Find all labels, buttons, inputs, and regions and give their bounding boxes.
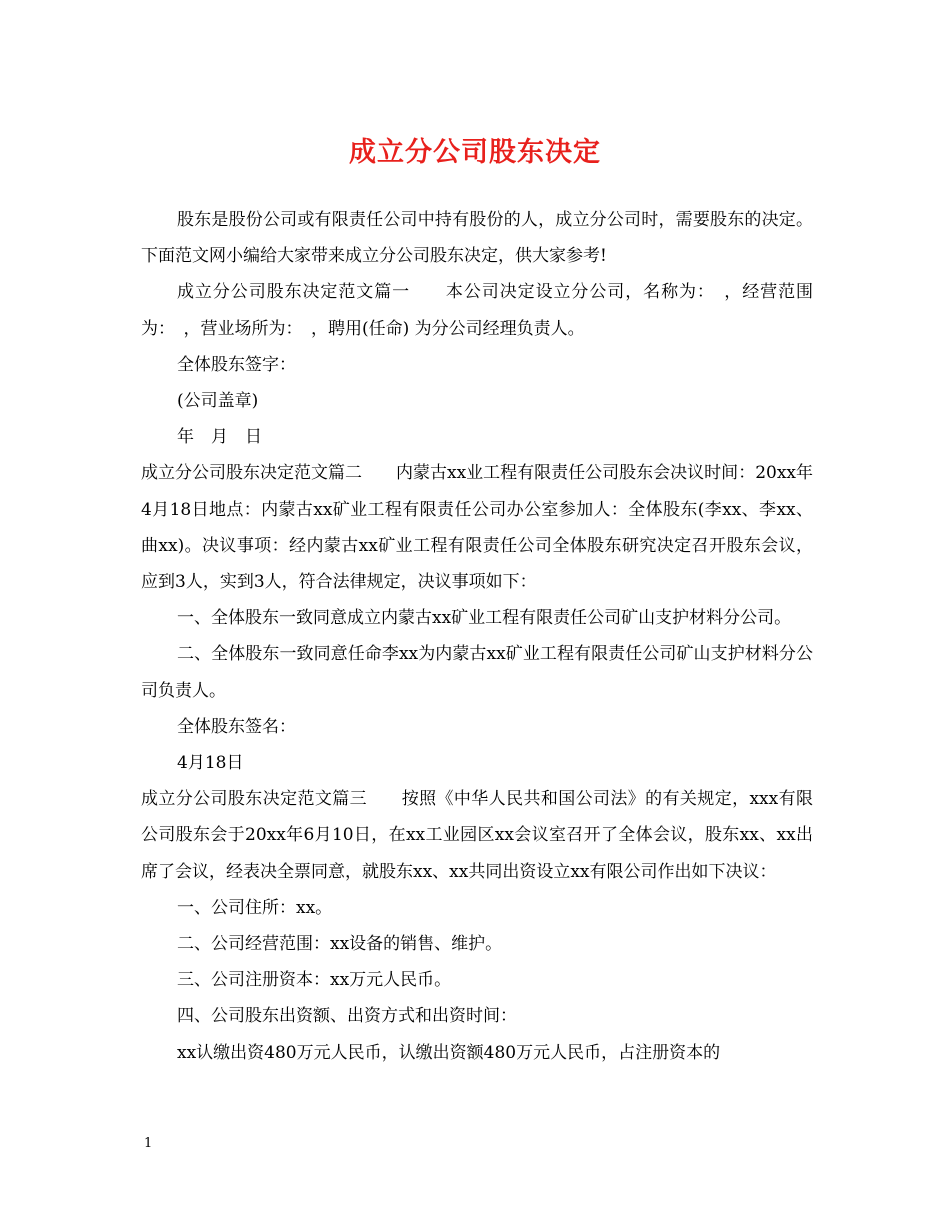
paragraph-capital-contribution: 四、公司股东出资额、出资方式和出资时间： [177,1006,517,1027]
paragraph-registered-capital: 三、公司注册资本：xx万元人民币。 [177,970,452,991]
paragraph-sample-two: 成立分公司股东决定范文篇二 内蒙古xx业工程有限责任公司股东会决议时间：20xx年4月18日地点：内蒙古xx矿业工程有限责任公司办公室参加人：全体股东(李xx、李xx、曲xx)。决议事项：经内蒙古xx矿业工程有限责任公司全体股东研究决定召开股东会议，应到3人，实到3人，符合法律规定，决议事项如下： [141,463,813,593]
paragraph-intro: 股东是股份公司或有限责任公司中持有股份的人，成立分公司时，需要股东的决定。下面范文网小编给大家带来成立分公司股东决定，供大家参考! [141,210,813,267]
document-title: 成立分公司股东决定 [349,137,601,168]
page-number: 1 [144,1136,153,1151]
paragraph-address: 一、公司住所：xx。 [177,897,333,918]
paragraph-signature-names: 全体股东签名： [177,716,296,737]
paragraph-company-seal: (公司盖章) [177,391,259,412]
paragraph-sample-one: 成立分公司股东决定范文篇一 本公司决定设立分公司，名称为： ，经营范围为： ，营业场所为： ，聘用(任命) 为分公司经理负责人。 [141,282,813,339]
paragraph-date-blank: 年 月 日 [177,427,262,448]
paragraph-business-scope: 二、公司经营范围：xx设备的销售、维护。 [177,934,503,955]
paragraph-resolution-two: 二、全体股东一致同意任命李xx为内蒙古xx矿业工程有限责任公司矿山支护材料分公司负责人。 [141,644,813,701]
paragraph-signature-all: 全体股东签字： [177,354,296,375]
paragraph-sample-three: 成立分公司股东决定范文篇三 按照《中华人民共和国公司法》的有关规定，xxx有限公司股东会于20xx年6月10日，在xx工业园区xx会议室召开了全体会议，股东xx、xx出席了会议，经表决全票同意，就股东xx、xx共同出资设立xx有限公司作出如下决议： [141,789,813,882]
paragraph-contribution-detail: xx认缴出资480万元人民币，认缴出资额480万元人民币，占注册资本的 [177,1042,721,1063]
paragraph-date: 4月18日 [177,753,244,774]
paragraph-resolution-one: 一、全体股东一致同意成立内蒙古xx矿业工程有限责任公司矿山支护材料分公司。 [177,608,792,629]
document-body [141,202,813,1071]
